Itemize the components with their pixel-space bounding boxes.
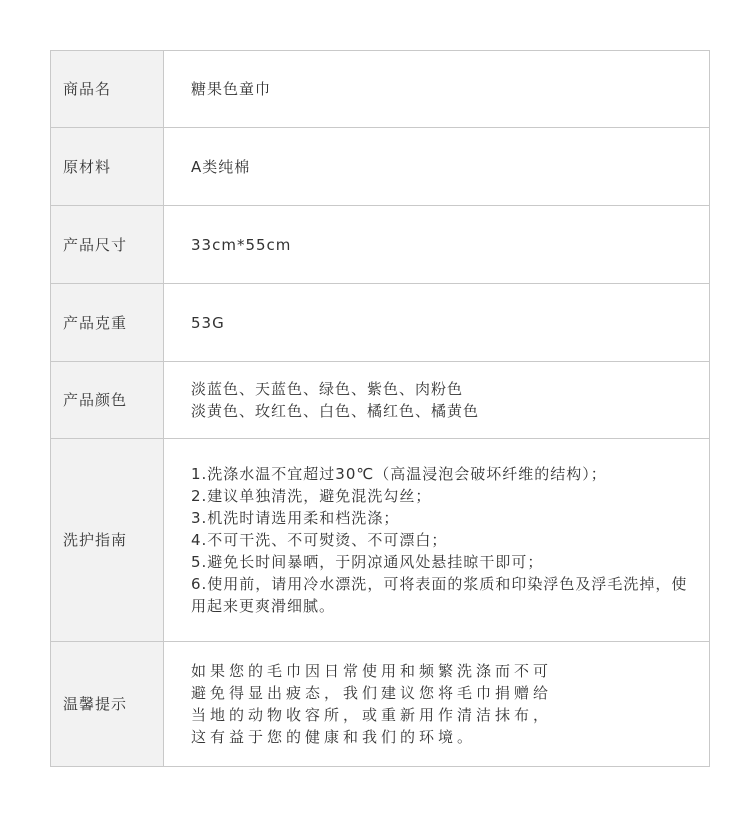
table-row-tips: [51, 642, 710, 767]
value-line: 33cm*55cm: [191, 235, 292, 254]
value-line: 当地的动物收容所，或重新用作清洁抹布，: [191, 706, 553, 724]
value-line: 4.不可干洗、不可熨烫、不可漂白；: [191, 531, 448, 549]
table-row-care-guide: [51, 439, 710, 642]
table-row-weight: [51, 284, 710, 362]
table-row-product-name: [51, 51, 710, 128]
value-line: 2.建议单独清洗，避免混洗勾丝；: [191, 487, 432, 505]
product-spec-table: [50, 50, 710, 767]
row-value: [164, 206, 710, 284]
row-value: [164, 128, 710, 206]
value-line: 1.洗涤水温不宜超过30℃（高温浸泡会破坏纤维的结构）；: [191, 465, 607, 483]
row-label: 产品颜色: [51, 362, 164, 439]
row-label: 商品名: [51, 51, 164, 128]
value-line: 淡蓝色、天蓝色、绿色、紫色、肉粉色: [191, 380, 464, 398]
value-line: 5.避免长时间暴晒，于阴凉通风处悬挂晾干即可；: [191, 553, 544, 571]
row-value: [164, 284, 710, 362]
row-value: [164, 642, 710, 767]
value-line: 如果您的毛巾因日常使用和频繁洗涤而不可: [191, 662, 553, 680]
value-line: A类纯棉: [191, 157, 251, 176]
value-line: 3.机洗时请选用柔和档洗涤；: [191, 509, 400, 527]
row-value: [164, 362, 710, 439]
value-line: 53G: [191, 313, 225, 332]
value-line: 淡黄色、玫红色、白色、橘红色、橘黄色: [191, 402, 480, 420]
row-label: 产品克重: [51, 284, 164, 362]
table-row-colors: [51, 362, 710, 439]
value-line: 这有益于您的健康和我们的环境。: [191, 728, 477, 746]
value-line: 糖果色童巾: [191, 80, 272, 98]
row-value: [164, 51, 710, 128]
row-label: 产品尺寸: [51, 206, 164, 284]
value-line: 6.使用前，请用冷水漂洗，可将表面的浆质和印染浮色及浮毛洗掉，使用起来更爽滑细腻。: [191, 575, 688, 615]
table-row-size: [51, 206, 710, 284]
row-label: 洗护指南: [51, 439, 164, 642]
row-label: 原材料: [51, 128, 164, 206]
row-value: [164, 439, 710, 642]
table-row-material: [51, 128, 710, 206]
row-label: 温馨提示: [51, 642, 164, 767]
value-line: 避免得显出疲态，我们建议您将毛巾捐赠给: [191, 684, 553, 702]
